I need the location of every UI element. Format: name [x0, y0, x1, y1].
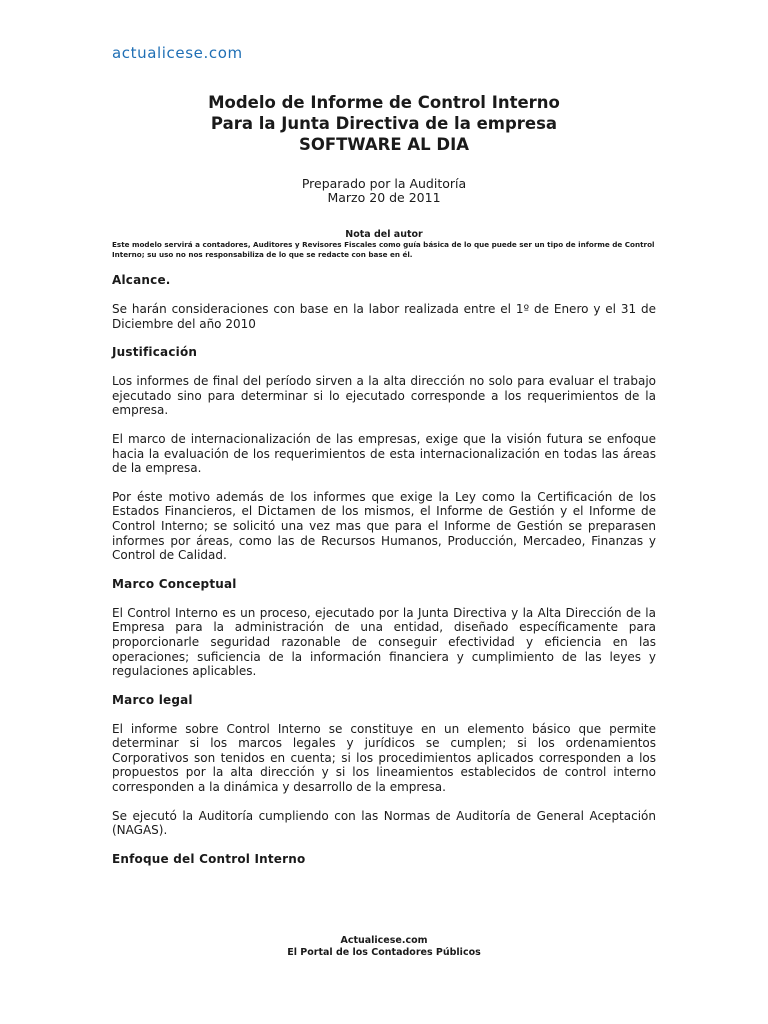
title-line-2: Para la Junta Directiva de la empresa [210, 114, 558, 133]
paragraph: El marco de internacionalización de las empresas, exige que la visión futura se enfoque hacia la evaluación de los requerimientos de esta internacionalización en todas las áreas de la empresa. [112, 431, 656, 476]
paragraph: Por éste motivo además de los informes que exige la Ley como la Certificación de los Estados Financieros, el Dictamen de los mismos, el Informe de Gestión y el Informe de Control Interno; se solicitó una vez mas que para el Informe de Gestión se preparasen informes por áreas, como las de Recursos Humanos, Producción, Mercadeo, Finanzas y Control de Calidad. [112, 489, 656, 563]
document-title [112, 92, 656, 155]
section-heading-justificacion: Justificación [112, 345, 198, 360]
site-brand: actualicese.com [112, 44, 243, 62]
section-heading-alcance: Alcance. [112, 273, 171, 287]
prepared-by: Preparado por la Auditoría [301, 176, 467, 191]
footer-tagline: El Portal de los Contadores Públicos [287, 947, 481, 958]
author-note-title: Nota del autor [345, 229, 423, 240]
paragraph: Se ejecutó la Auditoría cumpliendo con las Normas de Auditoría de General Aceptación (NAGAS). [112, 808, 656, 838]
prepared-date: Marzo 20 de 2011 [327, 190, 441, 205]
paragraph: El Control Interno es un proceso, ejecutado por la Junta Directiva y la Alta Dirección de la Empresa para la administración de una entidad, diseñado específicamente para proporcionarle seguridad razonable de conseguir efectividad y eficiencia en las operaciones; suficiencia de la información financiera y cumplimiento de las leyes y regulaciones aplicables. [112, 605, 656, 679]
page-footer [112, 935, 656, 959]
paragraph: Los informes de final del período sirven a la alta dirección no solo para evaluar el trabajo ejecutado sino para determinar si lo ejecutado corresponde a los requerimientos de la empresa. [112, 374, 656, 418]
section-heading-marco-legal: Marco legal [112, 692, 193, 707]
footer-site: Actualicese.com [340, 935, 428, 946]
paragraph: El informe sobre Control Interno se constituye en un elemento básico que permite determinar si los marcos legales y jurídicos se cumplen; si los ordenamientos Corporativos son tenidos en cuenta; si los procedimientos aplicados corresponden a los propuestos por la alta dirección y si los lineamientos establecidos de control interno corresponden a la dinámica y desarrollo de la empresa. [112, 721, 656, 795]
title-line-1: Modelo de Informe de Control Interno [208, 93, 560, 112]
paragraph: Se harán consideraciones con base en la labor realizada entre el 1º de Enero y el 31 de Diciembre del año 2010 [112, 302, 656, 331]
title-line-3: SOFTWARE AL DIA [298, 135, 470, 154]
section-heading-marco-conceptual: Marco Conceptual [112, 576, 237, 591]
section-heading-enfoque: Enfoque del Control Interno [112, 851, 306, 866]
document-body [112, 273, 656, 867]
prepared-block [112, 177, 656, 205]
author-note-text: Este modelo servirá a contadores, Auditores y Revisores Fiscales como guía básica de lo que puede ser un tipo de informe de Control Interno; su uso no nos responsabiliza de lo que se redacte con base en él. [112, 240, 655, 259]
